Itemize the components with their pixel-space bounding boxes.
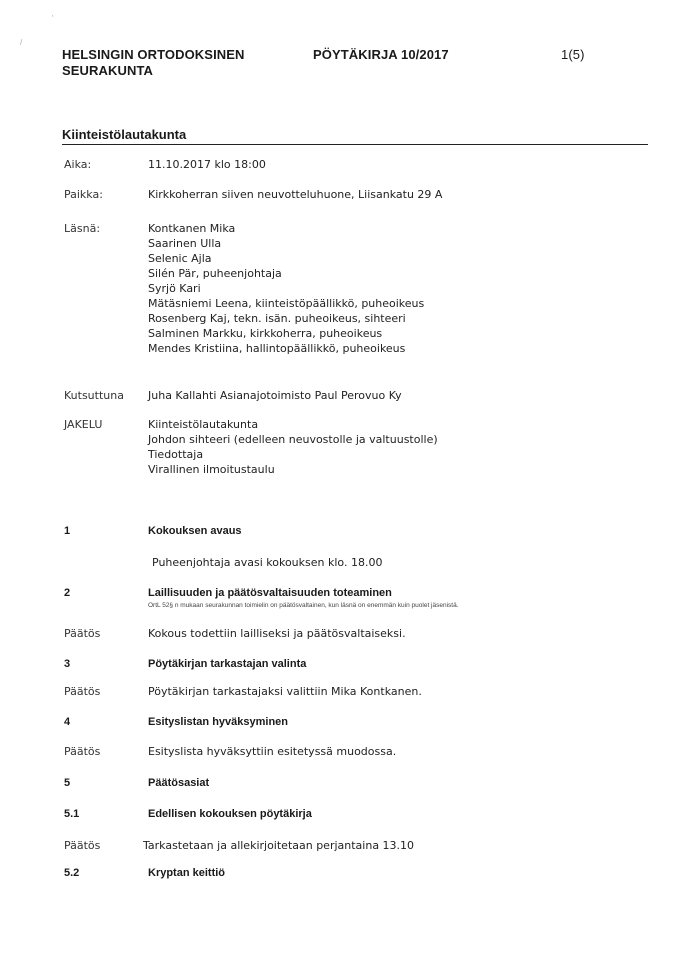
distribution-item: Virallinen ilmoitustaulu (148, 463, 275, 476)
item-number: 5.2 (64, 867, 80, 879)
invited-value: Juha Kallahti Asianajotoimisto Paul Perovuo Ky (148, 389, 402, 402)
item-title: Päätösasiat (148, 777, 210, 789)
item-number: 5.1 (64, 808, 80, 820)
page-number: 1(5) (561, 47, 585, 62)
invited-label: Kutsuttuna (64, 389, 124, 402)
item-title: Esityslistan hyväksyminen (148, 716, 289, 728)
distribution-item: Johdon sihteeri (edelleen neuvostolle ja valtuustolle) (148, 433, 438, 446)
scan-speck: ' (52, 14, 54, 23)
item-title: Edellisen kokouksen pöytäkirja (148, 808, 312, 820)
scan-speck: / (20, 38, 23, 47)
item-title: Laillisuuden ja päätösvaltaisuuden toteaminen (148, 587, 392, 599)
place-label: Paikka: (64, 188, 103, 201)
document-number: PÖYTÄKIRJA 10/2017 (313, 47, 449, 62)
item-note: OrtL 52§ n mukaan seurakunnan toimielin on päätösvaltainen, kun läsnä on enemmän kuin puolet jäsenistä. (148, 602, 459, 609)
present-member: Kontkanen Mika (148, 222, 236, 235)
decision-label: Päätös (64, 685, 101, 698)
decision-text: Esityslista hyväksyttiin esitetyssä muodossa. (148, 745, 397, 758)
item-number: 5 (64, 777, 71, 789)
decision-text: Kokous todettiin lailliseksi ja päätösvaltaiseksi. (148, 627, 406, 640)
present-member: Mätäsniemi Leena, kiinteistöpäällikkö, puheoikeus (148, 297, 425, 310)
time-value: 11.10.2017 klo 18:00 (148, 158, 266, 171)
committee-title: Kiinteistölautakunta (62, 127, 187, 142)
place-value: Kirkkoherran siiven neuvotteluhuone, Liisankatu 29 A (148, 188, 443, 201)
decision-label: Päätös (64, 745, 101, 758)
item-title: Kryptan keittiö (148, 867, 226, 879)
present-member: Syrjö Kari (148, 282, 201, 295)
present-member: Rosenberg Kaj, tekn. isän. puheoikeus, sihteeri (148, 312, 406, 325)
decision-text: Pöytäkirjan tarkastajaksi valittiin Mika Kontkanen. (148, 685, 422, 698)
item-title: Kokouksen avaus (148, 525, 242, 537)
present-label: Läsnä: (64, 222, 101, 235)
decision-text: Tarkastetaan ja allekirjoitetaan perjantaina 13.10 (143, 839, 415, 852)
distribution-item: Tiedottaja (148, 448, 204, 461)
decision-label: Päätös (64, 839, 101, 852)
distribution-item: Kiinteistölautakunta (148, 418, 259, 431)
item-text: Puheenjohtaja avasi kokouksen klo. 18.00 (152, 556, 383, 569)
title-underline (62, 144, 648, 145)
present-member: Saarinen Ulla (148, 237, 222, 250)
org-name-line1: HELSINGIN ORTODOKSINEN (62, 47, 245, 62)
present-member: Silén Pär, puheenjohtaja (148, 267, 282, 280)
decision-label: Päätös (64, 627, 101, 640)
present-member: Selenic Ajla (148, 252, 212, 265)
item-number: 4 (64, 716, 71, 728)
present-member: Salminen Markku, kirkkoherra, puheoikeus (148, 327, 383, 340)
item-number: 3 (64, 658, 71, 670)
present-member: Mendes Kristiina, hallintopäällikkö, puheoikeus (148, 342, 406, 355)
item-number: 1 (64, 525, 71, 537)
item-title: Pöytäkirjan tarkastajan valinta (148, 658, 307, 670)
item-number: 2 (64, 587, 71, 599)
distribution-label: JAKELU (64, 418, 103, 431)
org-name-line2: SEURAKUNTA (62, 63, 154, 78)
time-label: Aika: (64, 158, 92, 171)
